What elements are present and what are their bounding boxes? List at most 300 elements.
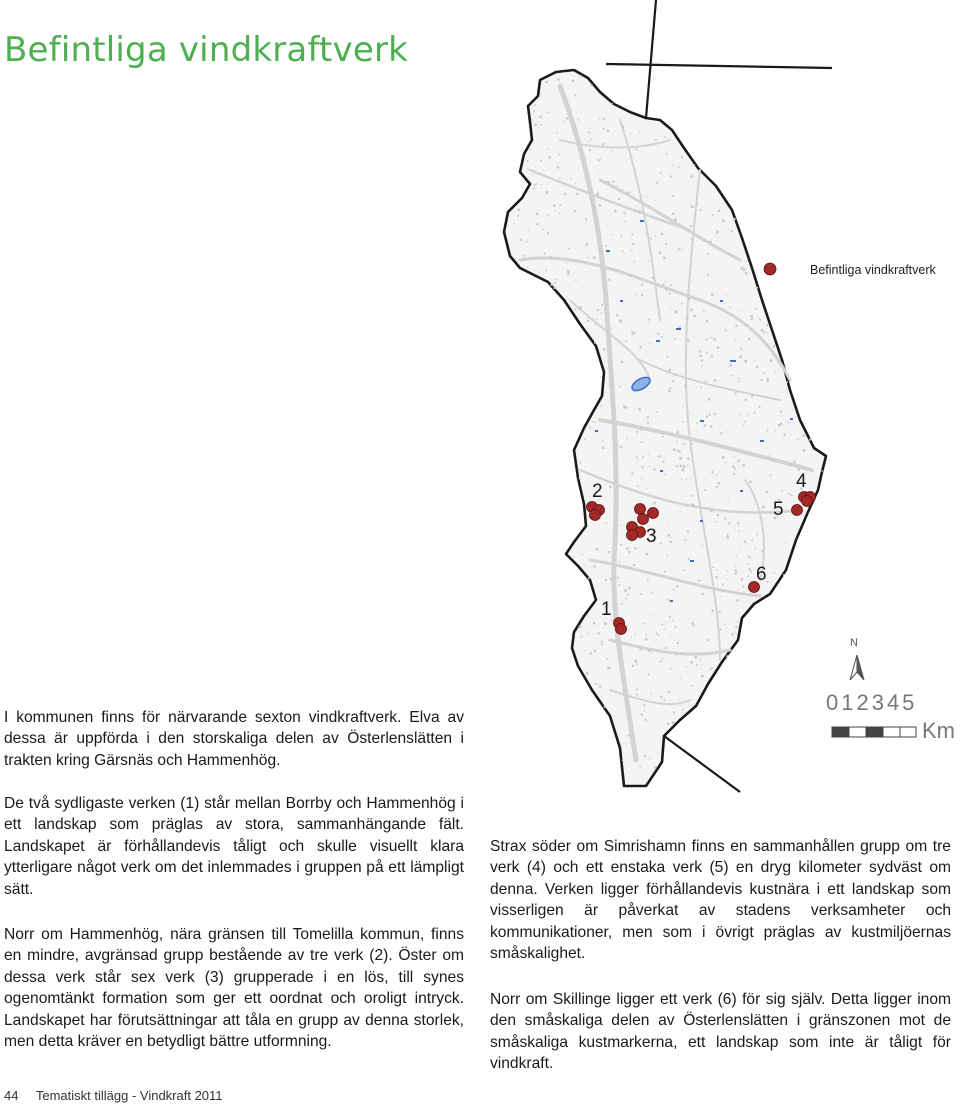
settlement-dot — [719, 629, 721, 631]
settlement-dot — [747, 575, 749, 577]
settlement-dot — [681, 479, 682, 480]
settlement-dot — [595, 324, 597, 326]
scale-bar — [832, 727, 916, 737]
settlement-dot — [558, 154, 560, 156]
settlement-dot — [658, 333, 660, 335]
settlement-dot — [650, 238, 652, 240]
site-label-3: 3 — [646, 526, 657, 547]
settlement-dot — [688, 558, 690, 560]
settlement-dot — [716, 231, 719, 234]
settlement-dot — [711, 293, 714, 296]
turbine-marker[interactable] — [648, 508, 659, 519]
settlement-dot — [766, 430, 768, 432]
settlement-dot — [599, 685, 601, 687]
settlement-dot — [767, 380, 769, 382]
settlement-dot — [524, 255, 526, 257]
settlement-dot — [734, 456, 735, 457]
settlement-dot — [608, 279, 610, 281]
settlement-dot — [710, 510, 713, 513]
settlement-dot — [532, 174, 533, 175]
settlement-dot — [697, 204, 699, 206]
settlement-dot — [685, 666, 686, 667]
settlement-dot — [745, 272, 748, 275]
settlement-dot — [603, 441, 604, 442]
settlement-dot — [630, 275, 632, 277]
page-title: Befintliga vindkraftverk — [4, 30, 409, 70]
settlement-dot — [653, 468, 655, 470]
scale-unit: Km — [922, 718, 955, 743]
settlement-dot — [683, 569, 685, 571]
settlement-dot — [636, 457, 638, 459]
settlement-dot — [599, 173, 600, 174]
legend-marker — [764, 263, 776, 275]
turbine-marker[interactable] — [616, 624, 627, 635]
settlement-dot — [797, 439, 799, 441]
settlement-dot — [742, 586, 744, 588]
settlement-dot — [786, 388, 787, 389]
settlement-dot — [763, 331, 765, 333]
settlement-dot — [575, 183, 576, 184]
settlement-dot — [746, 324, 748, 326]
settlement-dot — [725, 330, 727, 332]
settlement-dot — [604, 706, 606, 708]
turbine-marker[interactable] — [627, 530, 638, 541]
settlement-dot — [636, 694, 638, 696]
settlement-dot — [567, 270, 570, 273]
settlement-dot — [557, 166, 559, 168]
settlement-dot — [610, 454, 611, 455]
settlement-dot — [518, 209, 520, 211]
settlement-dot — [748, 414, 749, 415]
settlement-dot — [761, 550, 763, 552]
settlement-dot — [653, 502, 656, 505]
settlement-dot — [635, 456, 636, 457]
body-paragraph: Norr om Hammenhög, nära gränsen till Tomelilla kommun, finns en mindre, avgränsad grupp bestående av tre verk (2). Öster om dessa verk står sex verk (3) grupperade i en lös, till synes ogenomtänkt formation som ger ett oordnat och oroligt intryck. Landskapet har förutsättningar att tåla en grupp av denna storlek, men detta kräver en betydligt bättre utformning. — [4, 926, 464, 1051]
settlement-dot — [660, 172, 662, 174]
settlement-dot — [665, 235, 666, 236]
settlement-dot — [669, 288, 670, 289]
settlement-dot — [735, 392, 737, 394]
settlement-dot — [649, 466, 650, 467]
settlement-dot — [634, 261, 635, 262]
settlement-dot — [731, 375, 733, 377]
settlement-dot — [687, 339, 689, 341]
settlement-dot — [694, 656, 697, 659]
settlement-dot — [536, 166, 537, 167]
turbine-marker[interactable] — [792, 505, 803, 516]
settlement-dot — [581, 554, 582, 555]
settlement-dot — [628, 587, 631, 590]
settlement-dot — [616, 315, 618, 317]
settlement-dot — [534, 187, 535, 188]
scale-ticks: 012345 — [826, 690, 918, 715]
settlement-dot — [579, 625, 582, 628]
settlement-dot — [731, 231, 733, 233]
site-label-1: 1 — [601, 599, 612, 620]
settlement-dot — [748, 338, 750, 340]
settlement-dot — [619, 561, 620, 562]
settlement-dot — [692, 504, 694, 506]
settlement-dot — [740, 348, 742, 350]
settlement-dot — [702, 593, 704, 595]
settlement-dot — [625, 598, 627, 600]
settlement-dot — [718, 482, 721, 485]
settlement-dot — [590, 139, 592, 141]
settlement-dot — [784, 543, 785, 544]
settlement-dot — [604, 623, 606, 625]
settlement-dot — [638, 408, 641, 411]
settlement-dot — [665, 647, 667, 649]
settlement-dot — [746, 261, 747, 262]
settlement-dot — [616, 474, 617, 475]
turbine-group-5[interactable] — [792, 505, 803, 516]
settlement-dot — [739, 378, 741, 380]
settlement-dot — [683, 406, 684, 407]
settlement-dot — [609, 383, 611, 385]
settlement-dot — [803, 449, 806, 452]
settlement-dot — [588, 577, 590, 579]
settlement-dot — [549, 257, 551, 259]
settlement-dot — [598, 159, 600, 161]
settlement-dot — [672, 165, 673, 166]
settlement-dot — [756, 308, 758, 310]
settlement-dot — [623, 406, 625, 408]
settlement-dot — [708, 398, 710, 400]
settlement-dot — [554, 287, 556, 289]
settlement-dot — [687, 317, 689, 319]
settlement-dot — [660, 696, 662, 698]
settlement-dot — [725, 575, 726, 576]
body-paragraph: De två sydligaste verken (1) står mellan Borrby och Hammenhög i ett landskap som präglas av stora, sammanhängande fält. Landskapet är förhållandevis tåligt och skulle visuellt klara ytterligare något verk om det inlemmades i gruppen på ett lämpligt sätt. — [4, 795, 464, 898]
settlement-dot — [687, 465, 688, 466]
settlement-dot — [572, 80, 574, 82]
settlement-dot — [737, 522, 739, 524]
settlement-dot — [676, 310, 677, 311]
settlement-dot — [686, 478, 687, 479]
settlement-dot — [548, 214, 550, 216]
settlement-dot — [750, 315, 753, 318]
settlement-dot — [641, 284, 643, 286]
settlement-dot — [706, 320, 708, 322]
settlement-dot — [740, 414, 741, 415]
settlement-dot — [687, 421, 688, 422]
settlement-dot — [554, 108, 555, 109]
settlement-dot — [727, 571, 728, 572]
settlement-dot — [691, 404, 692, 405]
settlement-dot — [656, 332, 657, 333]
settlement-dot — [793, 461, 795, 463]
settlement-dot — [576, 193, 578, 195]
settlement-dot — [684, 385, 687, 388]
settlement-dot — [590, 653, 592, 655]
settlement-dot — [641, 650, 642, 651]
settlement-dot — [544, 253, 546, 255]
settlement-dot — [633, 332, 636, 335]
settlement-dot — [750, 571, 752, 573]
settlement-dot — [661, 624, 663, 626]
page-number: 44 — [4, 1088, 19, 1103]
settlement-dot — [621, 603, 623, 605]
settlement-dot — [540, 124, 542, 126]
settlement-dot — [527, 160, 529, 162]
settlement-dot — [669, 369, 672, 372]
settlement-dot — [612, 103, 613, 104]
settlement-dot — [603, 128, 605, 130]
settlement-dot — [704, 489, 706, 491]
settlement-dot — [635, 660, 638, 663]
settlement-dot — [568, 273, 570, 275]
turbine-marker[interactable] — [635, 504, 646, 515]
body-paragraph: Strax söder om Simrishamn finns en sammanhållen grupp om tre verk (4) och ett enstaka verk (5) en dryg kilometer sydväst om denna. Verken ligger förhållandevis kustnära i ett landskap som visserligen är påverkat av stadens verksamheter och kommunikationer, men som i övrigt präglas av kustmiljöernas småskalighet. — [490, 838, 951, 963]
settlement-dot — [780, 423, 782, 425]
settlement-dot — [619, 584, 620, 585]
settlement-dot — [574, 308, 576, 310]
settlement-dot — [593, 257, 596, 260]
settlement-dot — [669, 616, 671, 618]
settlement-dot — [731, 633, 733, 635]
settlement-dot — [631, 636, 632, 637]
legend-label: Befintliga vindkraftverk — [810, 263, 936, 277]
settlement-dot — [742, 464, 745, 467]
settlement-dot — [647, 416, 649, 418]
settlement-dot — [587, 320, 589, 322]
settlement-dot — [639, 767, 641, 769]
settlement-dot — [642, 456, 644, 458]
settlement-dot — [665, 620, 666, 621]
settlement-dot — [648, 453, 649, 454]
settlement-dot — [775, 430, 776, 431]
settlement-dot — [636, 206, 637, 207]
settlement-dot — [627, 438, 628, 439]
settlement-dot — [757, 534, 758, 535]
settlement-dot — [631, 472, 633, 474]
settlement-dot — [595, 683, 597, 685]
settlement-dot — [536, 212, 537, 213]
settlement-dot — [584, 650, 585, 651]
settlement-dot — [660, 660, 662, 662]
settlement-dot — [726, 536, 729, 539]
settlement-dot — [619, 386, 621, 388]
settlement-dot — [631, 233, 633, 235]
settlement-dot — [530, 149, 531, 150]
settlement-dot — [761, 329, 764, 332]
settlement-dot — [664, 571, 666, 573]
settlement-dot — [662, 461, 664, 463]
settlement-dot — [574, 210, 576, 212]
settlement-dot — [669, 293, 671, 295]
settlement-dot — [681, 250, 682, 251]
settlement-dot — [699, 580, 701, 582]
settlement-dot — [736, 325, 738, 327]
settlement-dot — [612, 234, 613, 235]
settlement-dot — [617, 577, 619, 579]
settlement-dot — [664, 700, 666, 702]
settlement-dot — [532, 119, 533, 120]
settlement-dot — [609, 667, 611, 669]
settlement-dot — [622, 126, 624, 128]
settlement-dot — [610, 327, 611, 328]
settlement-dot — [767, 581, 769, 583]
settlement-dot — [614, 210, 617, 213]
settlement-dot — [718, 210, 720, 212]
settlement-dot — [664, 628, 665, 629]
settlement-dot — [702, 664, 703, 665]
settlement-dot — [602, 447, 604, 449]
settlement-dot — [681, 303, 683, 305]
settlement-dot — [545, 81, 547, 83]
settlement-dot — [726, 655, 728, 657]
settlement-dot — [754, 361, 755, 362]
settlement-dot — [700, 355, 702, 357]
settlement-dot — [672, 380, 674, 382]
settlement-dot — [676, 654, 677, 655]
settlement-dot — [557, 132, 558, 133]
settlement-dot — [677, 374, 678, 375]
settlement-dot — [722, 583, 724, 585]
settlement-dot — [668, 599, 670, 601]
settlement-dot — [738, 530, 739, 531]
settlement-dot — [714, 413, 716, 415]
settlement-dot — [634, 547, 636, 549]
settlement-dot — [628, 551, 630, 553]
settlement-dot — [555, 211, 556, 212]
settlement-dot — [733, 466, 735, 468]
settlement-dot — [691, 206, 693, 208]
settlement-dot — [585, 564, 586, 565]
settlement-dot — [701, 366, 702, 367]
settlement-dot — [589, 149, 591, 151]
settlement-dot — [540, 184, 541, 185]
settlement-dot — [743, 424, 744, 425]
settlement-dot — [570, 178, 571, 179]
settlement-dot — [677, 642, 679, 644]
settlement-dot — [738, 526, 739, 527]
settlement-dot — [737, 599, 739, 601]
settlement-dot — [716, 475, 718, 477]
settlement-dot — [641, 714, 643, 716]
settlement-dot — [648, 650, 650, 652]
settlement-dot — [661, 455, 662, 456]
settlement-dot — [729, 307, 731, 309]
settlement-dot — [528, 230, 529, 231]
settlement-dot — [596, 548, 599, 551]
settlement-dot — [639, 647, 641, 649]
settlement-dot — [658, 398, 659, 399]
settlement-dot — [720, 596, 721, 597]
settlement-dot — [749, 481, 752, 484]
settlement-dot — [766, 324, 768, 326]
settlement-dot — [641, 294, 643, 296]
settlement-dot — [583, 105, 584, 106]
settlement-dot — [658, 162, 659, 163]
settlement-dot — [624, 212, 626, 214]
settlement-dot — [647, 197, 648, 198]
settlement-dot — [702, 545, 703, 546]
settlement-dot — [533, 110, 535, 112]
settlement-dot — [711, 355, 713, 357]
settlement-dot — [619, 320, 622, 323]
settlement-dot — [575, 280, 577, 282]
settlement-dot — [713, 566, 715, 568]
settlement-dot — [628, 734, 630, 736]
settlement-dot — [666, 372, 667, 373]
settlement-dot — [751, 539, 753, 541]
settlement-dot — [687, 457, 690, 460]
settlement-dot — [590, 199, 591, 200]
settlement-dot — [749, 568, 752, 571]
settlement-dot — [601, 304, 603, 306]
settlement-dot — [690, 225, 692, 227]
settlement-dot — [747, 563, 749, 565]
settlement-dot — [645, 367, 646, 368]
settlement-dot — [703, 310, 705, 312]
settlement-dot — [596, 193, 599, 196]
settlement-dot — [716, 486, 718, 488]
settlement-dot — [674, 219, 677, 222]
settlement-dot — [588, 317, 590, 319]
settlement-dot — [633, 564, 635, 566]
turbine-marker[interactable] — [638, 514, 649, 525]
settlement-dot — [626, 340, 628, 342]
settlement-dot — [734, 569, 737, 572]
settlement-dot — [679, 248, 680, 249]
settlement-dot — [534, 184, 536, 186]
settlement-dot — [621, 236, 623, 238]
settlement-dot — [661, 336, 663, 338]
settlement-dot — [535, 124, 537, 126]
settlement-dot — [641, 466, 643, 468]
settlement-dot — [710, 241, 712, 243]
turbine-marker[interactable] — [590, 510, 601, 521]
settlement-dot — [676, 585, 678, 587]
settlement-dot — [688, 298, 690, 300]
settlement-dot — [663, 257, 665, 259]
settlement-dot — [637, 485, 639, 487]
site-label-2: 2 — [592, 481, 603, 502]
settlement-dot — [657, 753, 659, 755]
settlement-dot — [592, 421, 594, 423]
settlement-dot — [580, 307, 582, 309]
settlement-dot — [520, 239, 522, 241]
settlement-dot — [667, 554, 668, 555]
settlement-dot — [547, 232, 549, 234]
settlement-dot — [726, 651, 728, 653]
municipality-land — [504, 70, 826, 786]
settlement-dot — [589, 427, 591, 429]
settlement-dot — [609, 486, 611, 488]
settlement-dot — [751, 318, 753, 320]
settlement-dot — [607, 130, 609, 132]
settlement-dot — [586, 246, 587, 247]
settlement-dot — [704, 424, 706, 426]
settlement-dot — [546, 191, 549, 194]
site-label-4: 4 — [796, 471, 807, 492]
settlement-dot — [717, 346, 720, 349]
settlement-dot — [690, 309, 693, 312]
settlement-dot — [616, 571, 617, 572]
settlement-dot — [611, 386, 613, 388]
settlement-dot — [678, 450, 681, 453]
settlement-dot — [700, 510, 702, 512]
turbine-marker[interactable] — [802, 496, 813, 507]
settlement-dot — [622, 759, 624, 761]
settlement-dot — [674, 242, 675, 243]
settlement-dot — [735, 626, 737, 628]
settlement-dot — [664, 474, 665, 475]
settlement-dot — [545, 270, 547, 272]
settlement-dot — [632, 665, 634, 667]
settlement-dot — [517, 215, 519, 217]
